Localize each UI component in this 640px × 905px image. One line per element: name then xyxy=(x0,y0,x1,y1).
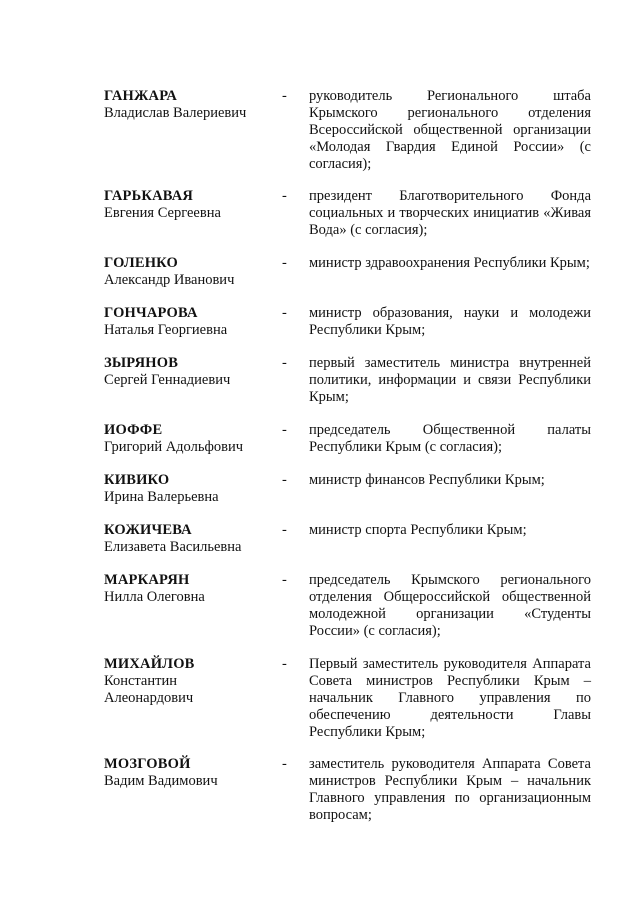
dash-separator: - xyxy=(282,188,287,204)
surname: ГАНЖАРА xyxy=(104,88,178,104)
person-name xyxy=(104,255,279,289)
given-name: Наталья Георгиевна xyxy=(104,322,228,338)
person-name xyxy=(104,355,279,389)
given-name: Елизавета Васильевна xyxy=(104,539,242,555)
person-name xyxy=(104,88,279,122)
position-description: заместитель руководителя Аппарата Совета министров Республики Крым – начальник Главного управления по организационным вопросам; xyxy=(309,756,591,823)
position-description: министр образования, науки и молодежи Республики Крым; xyxy=(309,305,591,338)
given-name: Александр Иванович xyxy=(104,272,235,288)
person-name xyxy=(104,472,279,506)
surname: МАРКАРЯН xyxy=(104,572,190,588)
dash-separator: - xyxy=(282,756,287,772)
person-name xyxy=(104,572,279,606)
dash-separator: - xyxy=(282,422,287,438)
position-description: руководитель Регионального штаба Крымского регионального отделения Всероссийской общественной организации «Молодая Гвардия Единой России» (с согласия); xyxy=(309,88,591,172)
surname: КОЖИЧЕВА xyxy=(104,522,192,538)
person-name xyxy=(104,522,279,556)
surname: КИВИКО xyxy=(104,472,170,488)
person-name xyxy=(104,656,254,707)
person-name xyxy=(104,188,279,222)
given-name: Евгения Сергеевна xyxy=(104,205,221,221)
position-description: министр финансов Республики Крым; xyxy=(309,472,545,488)
surname: МОЗГОВОЙ xyxy=(104,756,191,772)
surname: ГОНЧАРОВА xyxy=(104,305,198,321)
surname: МИХАЙЛОВ xyxy=(104,656,195,672)
dash-separator: - xyxy=(282,522,287,538)
position-description: министр здравоохранения Республики Крым; xyxy=(309,255,590,271)
person-name xyxy=(104,422,279,456)
position-description: министр спорта Республики Крым; xyxy=(309,522,527,538)
dash-separator: - xyxy=(282,656,287,672)
person-name xyxy=(104,756,279,790)
dash-separator: - xyxy=(282,355,287,371)
given-name: Сергей Геннадиевич xyxy=(104,372,231,388)
person-name xyxy=(104,305,279,339)
given-name: Григорий Адольфович xyxy=(104,439,244,455)
surname: ГАРЬКАВАЯ xyxy=(104,188,194,204)
position-description: председатель Общественной палаты Республики Крым (с согласия); xyxy=(309,422,591,455)
surname: ЗЫРЯНОВ xyxy=(104,355,179,371)
position-description: Первый заместитель руководителя Аппарата Совета министров Республики Крым – начальник Главного управления по обеспечению деятельности Главы Республики Крым; xyxy=(309,656,591,740)
position-description: первый заместитель министра внутренней политики, информации и связи Республики Крым; xyxy=(309,355,591,405)
given-name: Владислав Валериевич xyxy=(104,105,247,121)
dash-separator: - xyxy=(282,255,287,271)
dash-separator: - xyxy=(282,472,287,488)
position-description: президент Благотворительного Фонда социальных и творческих инициатив «Живая Вода» (с согласия); xyxy=(309,188,591,238)
surname: ИОФФЕ xyxy=(104,422,163,438)
dash-separator: - xyxy=(282,305,287,321)
given-name: Ирина Валерьевна xyxy=(104,489,219,505)
given-name: Константин Алеонардович xyxy=(104,673,194,706)
given-name: Нилла Олеговна xyxy=(104,589,205,605)
dash-separator: - xyxy=(282,572,287,588)
surname: ГОЛЕНКО xyxy=(104,255,179,271)
given-name: Вадим Вадимович xyxy=(104,773,218,789)
dash-separator: - xyxy=(282,88,287,104)
position-description: председатель Крымского регионального отделения Общероссийской общественной молодежной организации «Студенты России» (с согласия); xyxy=(309,572,591,639)
